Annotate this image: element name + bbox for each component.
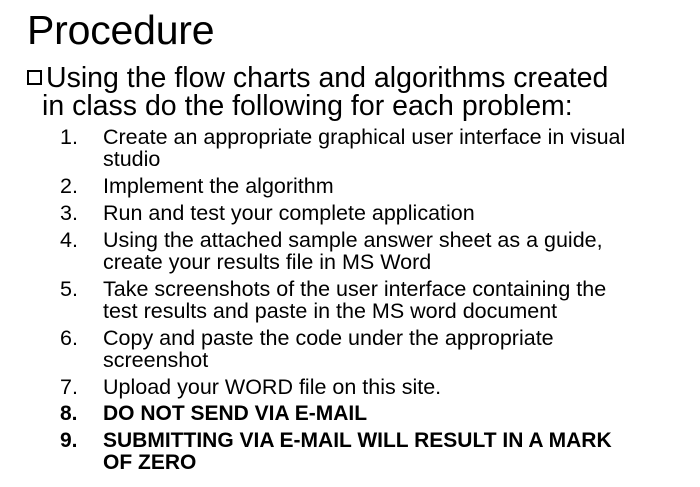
- list-item: [60, 278, 685, 322]
- list-item: [60, 403, 685, 425]
- step-text: [103, 376, 685, 398]
- steps-list: [60, 126, 685, 479]
- step-number: 9.: [60, 429, 78, 452]
- step-line: test results and paste in the MS word document: [103, 299, 558, 323]
- step-line: studio: [103, 147, 161, 171]
- step-number: 6.: [60, 326, 78, 350]
- checkbox-icon: [27, 70, 42, 85]
- page-title: Procedure: [27, 7, 215, 53]
- step-number: 5.: [60, 277, 78, 301]
- intro-bullet: [27, 64, 687, 120]
- step-line: Using the attached sample answer sheet as a guide,: [103, 228, 603, 252]
- list-item: [60, 175, 685, 197]
- step-line: Create an appropriate graphical user interface in visual: [103, 125, 626, 149]
- step-text: [103, 327, 685, 371]
- step-text: [103, 403, 685, 425]
- step-line: Copy and paste the code under the appropriate: [103, 326, 554, 350]
- step-number: 4.: [60, 228, 78, 252]
- step-line: Run and test your complete application: [103, 201, 475, 225]
- list-item: [60, 202, 685, 224]
- intro-text: [42, 62, 609, 122]
- step-line: Upload your WORD file on this site.: [103, 375, 442, 399]
- step-line: DO NOT SEND VIA E-MAIL: [103, 402, 368, 425]
- list-item: [60, 430, 685, 474]
- step-text: [103, 229, 685, 273]
- step-line: screenshot: [103, 348, 209, 372]
- intro-line-1: Using the flow charts and algorithms created: [46, 62, 609, 94]
- step-line: SUBMITTING VIA E-MAIL WILL RESULT IN A MARK: [103, 429, 612, 452]
- list-item: [60, 376, 685, 398]
- step-number: 8.: [60, 402, 78, 425]
- step-text: [103, 278, 685, 322]
- step-number: 7.: [60, 375, 78, 399]
- step-number: 3.: [60, 201, 78, 225]
- step-line: OF ZERO: [103, 451, 197, 474]
- step-number: 1.: [60, 125, 78, 149]
- step-text: [103, 430, 685, 474]
- step-number: 2.: [60, 174, 78, 198]
- list-item: [60, 327, 685, 371]
- intro-bullet-row: [27, 64, 687, 120]
- step-line: create your results file in MS Word: [103, 250, 432, 274]
- step-text: [103, 175, 685, 197]
- step-text: [103, 202, 685, 224]
- step-line: Take screenshots of the user interface containing the: [103, 277, 607, 301]
- list-item: [60, 126, 685, 170]
- intro-line-2: in class do the following for each problem:: [42, 90, 573, 122]
- step-text: [103, 126, 685, 170]
- step-line: Implement the algorithm: [103, 174, 334, 198]
- list-item: [60, 229, 685, 273]
